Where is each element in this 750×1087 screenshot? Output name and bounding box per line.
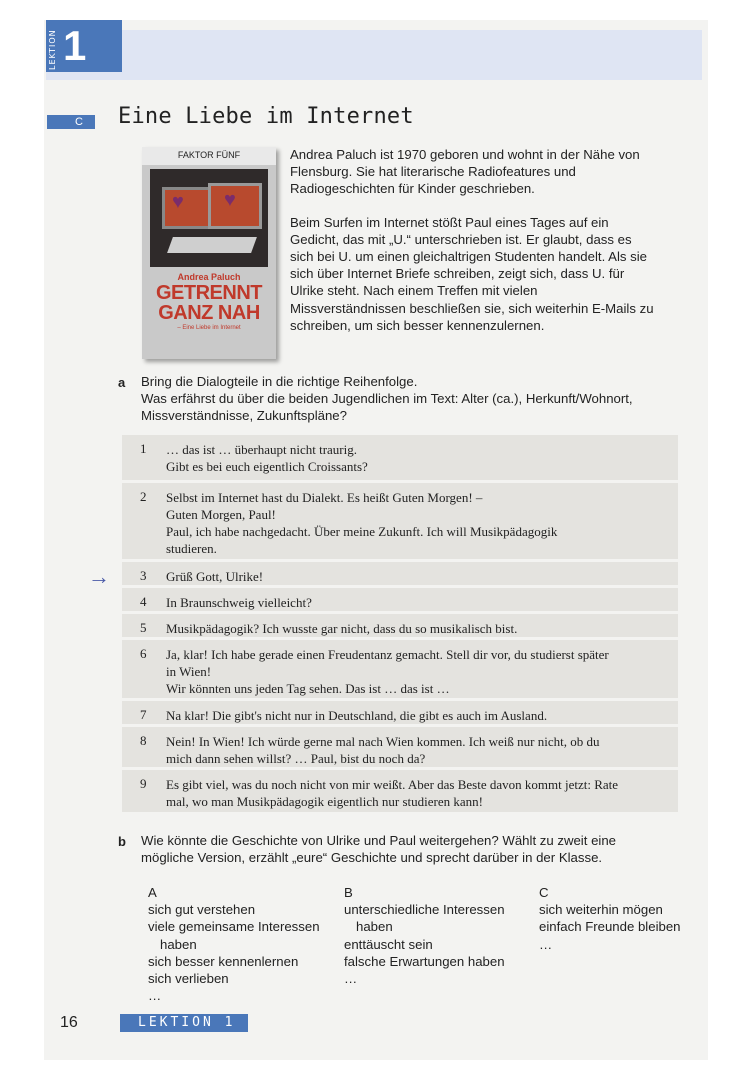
book-title-line2: GANZ NAH bbox=[158, 302, 260, 324]
dialogue-text: Musikpädagogik? Ich wusste gar nicht, dass du so musikalisch bist. bbox=[166, 621, 518, 636]
column-heading: B bbox=[344, 885, 353, 900]
dialogue-row bbox=[122, 435, 678, 480]
column-item: falsche Erwartungen haben bbox=[344, 953, 505, 969]
dialogue-row bbox=[122, 614, 678, 637]
intro-paragraph-author: Andrea Paluch ist 1970 geboren und wohnt in der Nähe von Flensburg. Sie hat literarische Radiofeatures und Radiogeschichten für Kinder geschrieben. bbox=[290, 147, 640, 197]
dialogue-row bbox=[122, 727, 678, 767]
column-item: sich weiterhin mögen bbox=[539, 902, 663, 918]
footer-lektion-label: LEKTION 1 bbox=[120, 1014, 248, 1032]
column-item: … bbox=[344, 971, 358, 987]
dialogue-text: … das ist … überhaupt nicht traurig. Gibt es bei euch eigentlich Croissants? bbox=[166, 442, 368, 474]
monitor-left-image bbox=[162, 187, 212, 229]
dialogue-text: Selbst im Internet hast du Dialekt. Es heißt Guten Morgen! – Guten Morgen, Paul! Paul, ich habe nachgedacht. Über meine Zukunft. Ich will Musikpädagogik studieren. bbox=[166, 490, 558, 556]
column-item: … bbox=[148, 988, 162, 1004]
dialogue-number: 1 bbox=[140, 441, 147, 456]
book-title-line1: GETRENNT bbox=[156, 282, 262, 304]
column-item: enttäuscht sein bbox=[344, 936, 433, 952]
dialogue-text: Na klar! Die gibt's nicht nur in Deutschland, die gibt es auch im Ausland. bbox=[166, 708, 548, 723]
intro-paragraph-summary: Beim Surfen im Internet stößt Paul eines Tages auf ein Gedicht, das mit „U.“ unterschrieben ist. Er glaubt, dass es sich bei U. um einen gleichaltrigen Studenten handelt. Als sie sich über Internet Briefe schreiben, zeigt sich, dass U. für Ulrike steht. Nach einem Treffen mit vielen Missverständnissen beschließen sie, sich weiterhin E-Mails zu schreiben, um sich besser kennenzulernen. bbox=[290, 214, 654, 333]
column-item: unterschiedliche Interessen bbox=[344, 902, 505, 918]
dialogue-row bbox=[122, 483, 678, 559]
column-item: haben bbox=[356, 919, 393, 935]
dialogue-number: 6 bbox=[140, 646, 147, 661]
dialogue-text: Es gibt viel, was du noch nicht von mir weißt. Aber das Beste davon kommt jetzt: Rate mal, wo man Musikpädagogik eigentlich nur studieren kann! bbox=[166, 777, 619, 809]
dialogue-number: 7 bbox=[140, 707, 147, 722]
column-item: sich verlieben bbox=[148, 971, 229, 987]
dialogue-number: 5 bbox=[140, 620, 147, 635]
column-heading: C bbox=[539, 885, 549, 900]
heart-icon: ♥ bbox=[224, 189, 236, 211]
keyboard-image bbox=[167, 237, 257, 253]
task-a-instruction bbox=[141, 373, 633, 425]
book-author: Andrea Paluch bbox=[177, 272, 241, 282]
lektion-number: 1 bbox=[63, 22, 87, 69]
column-item: sich gut verstehen bbox=[148, 902, 256, 918]
column-item: viele gemeinsame Interessen bbox=[148, 919, 320, 935]
dialogue-number: 3 bbox=[140, 568, 147, 583]
dialogue-row bbox=[122, 701, 678, 724]
column-item: haben bbox=[160, 936, 197, 952]
book-subtitle: – Eine Liebe im Internet bbox=[177, 325, 241, 331]
page-number: 16 bbox=[60, 1014, 78, 1031]
arrow-right-icon: → bbox=[88, 564, 110, 589]
task-a-line: Missverständnisse, Zukunftspläne? bbox=[141, 408, 347, 424]
lektion-label: LEKTION bbox=[48, 29, 57, 70]
section-title: Eine Liebe im Internet bbox=[118, 104, 414, 129]
dialogue-row bbox=[122, 770, 678, 812]
dialogue-number: 2 bbox=[140, 489, 147, 504]
task-b-instruction bbox=[141, 832, 616, 866]
book-title bbox=[142, 283, 276, 323]
column-item: … bbox=[539, 936, 553, 952]
dialogue-text: Ja, klar! Ich habe gerade einen Freudentanz gemacht. Stell dir vor, du studierst später in Wien! Wir könnten uns jeden Tag sehen. Das ist … das ist … bbox=[166, 647, 609, 696]
column-item: sich besser kennenlernen bbox=[148, 953, 299, 969]
heart-icon: ♥ bbox=[172, 191, 184, 213]
column-heading: A bbox=[148, 885, 157, 900]
header-band bbox=[46, 30, 702, 80]
dialogue-text: Nein! In Wien! Ich würde gerne mal nach Wien kommen. Ich weiß nur nicht, ob du mich dann sehen willst? … Paul, bist du noch da? bbox=[166, 734, 600, 766]
task-b-letter: b bbox=[118, 834, 126, 849]
dialogue-number: 4 bbox=[140, 594, 147, 609]
book-cover bbox=[142, 147, 276, 359]
section-letter: C bbox=[47, 115, 95, 129]
column-b bbox=[344, 884, 505, 987]
task-a-line: Bring die Dialogteile in die richtige Reihenfolge. bbox=[141, 374, 418, 389]
task-b-line: mögliche Version, erzählt „eure“ Geschichte und sprecht darüber in der Klasse. bbox=[141, 850, 603, 866]
column-item: einfach Freunde bleiben bbox=[539, 919, 681, 935]
column-a bbox=[148, 884, 320, 1004]
task-b-line: Wie könnte die Geschichte von Ulrike und Paul weitergehen? Wählt zu zweit eine bbox=[141, 833, 617, 848]
task-a-line: Was erfährst du über die beiden Jugendlichen im Text: Alter (ca.), Herkunft/Wohnort, bbox=[141, 391, 633, 407]
dialogue-number: 8 bbox=[140, 733, 147, 748]
book-publisher: FAKTOR FÜNF bbox=[177, 150, 241, 160]
task-a-letter: a bbox=[118, 375, 126, 390]
dialogue-row bbox=[122, 640, 678, 698]
book-cover-illustration bbox=[150, 169, 268, 267]
column-c bbox=[539, 884, 681, 953]
dialogue-number: 9 bbox=[140, 776, 147, 791]
dialogue-row bbox=[122, 588, 678, 611]
dialogue-row bbox=[122, 562, 678, 585]
dialogue-text: Grüß Gott, Ulrike! bbox=[166, 569, 264, 584]
intro-text bbox=[290, 146, 655, 350]
dialogue-text: In Braunschweig vielleicht? bbox=[166, 595, 312, 610]
